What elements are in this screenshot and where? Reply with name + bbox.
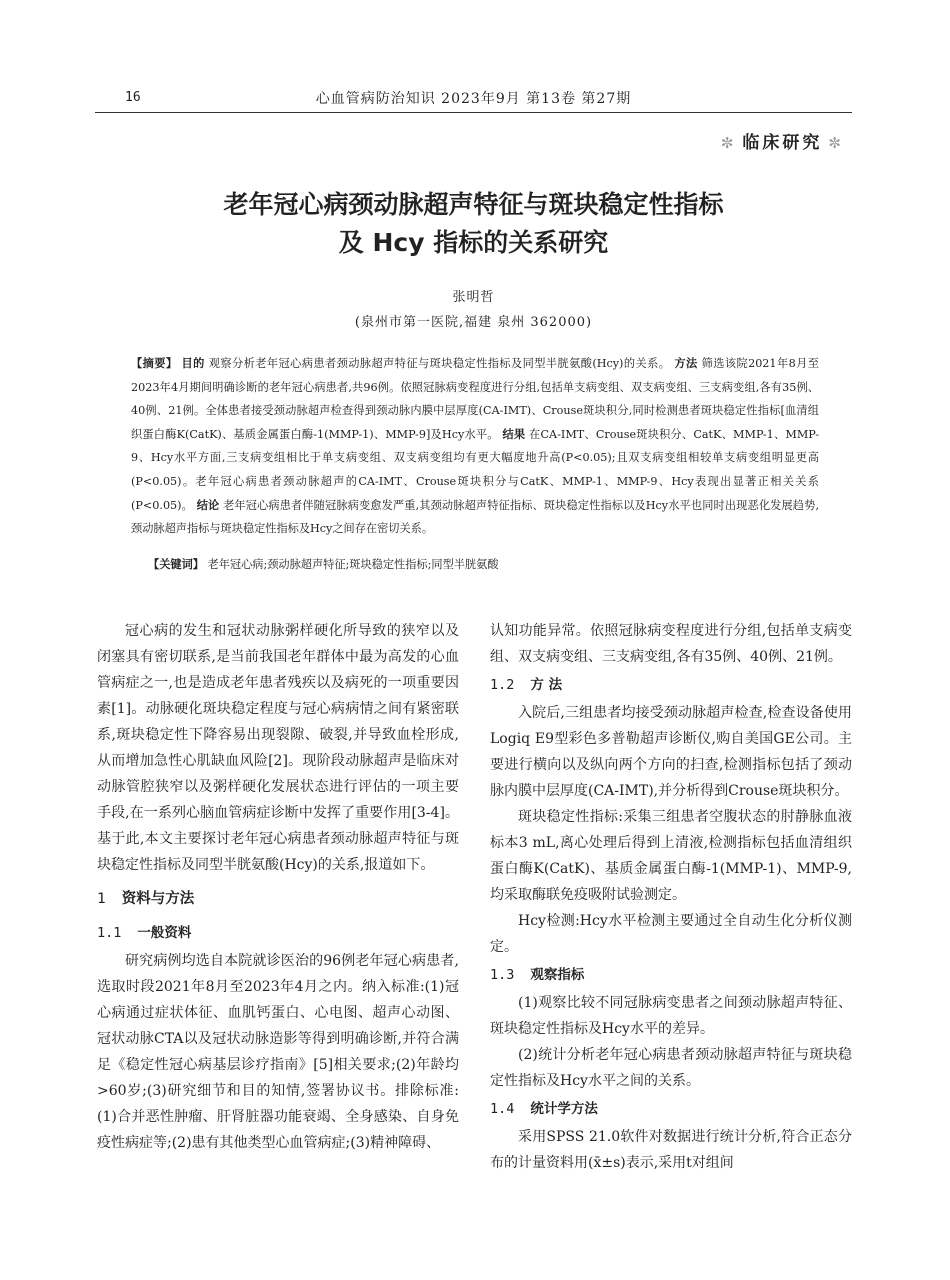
method-label: 方法 <box>674 357 698 370</box>
paragraph: (1)观察比较不同冠脉病变患者之间颈动脉超声特征、斑块稳定性指标及Hcy水平的差异。 <box>490 995 852 1037</box>
aim-label: 目的 <box>181 357 205 370</box>
paragraph: 采用SPSS 21.0软件对数据进行统计分析,符合正态分布的计量资料用(x̄±s)表示,采用t对组间 <box>490 1129 852 1171</box>
subsection-heading: 1.1 一般资料 <box>97 925 192 941</box>
section-heading: 1 资料与方法 <box>97 891 195 907</box>
title-line-2: 及 Hcy 指标的关系研究 <box>338 228 609 257</box>
paragraph: 认知功能异常。依照冠脉病变程度进行分组,包括单支病变组、双支病变组、三支病变组,各有35例、40例、21例。 <box>490 623 852 665</box>
result-text: 在CA-IMT、Crouse斑块积分、CatK、MMP-1、MMP-9、Hcy水平方面,三支病变组相比于单支病变组、双支病变组均有更大幅度地升高(P<0.05);且双支病变组相较单支病变组明显更高(P<0.05)。老年冠心病患者颈动脉超声的CA-IMT、Crouse斑块积分与CatK、MMP-1、MMP-9、Hcy表现出显著正相关关系(P<0.05)。 <box>131 427 819 512</box>
method-text: 筛选该院2021年8月至2023年4月期间明确诊断的老年冠心病患者,共96例。依照冠脉病变程度进行分组,包括单支病变组、双支病变组、三支病变组,各有35例、40例、21例。全体患者接受颈动脉超声检查得到颈动脉内膜中层厚度(CA-IMT)、Crouse斑块积分,同时检测患者斑块稳定性指标[血清组织蛋白酶K(CatK)、基质金属蛋白酶-1(MMP-1)、MMP-9]及Hcy水平。 <box>131 357 819 441</box>
paragraph: Hcy检测:Hcy水平检测主要通过全自动生化分析仪测定。 <box>490 913 852 955</box>
paragraph: (2)统计分析老年冠心病患者颈动脉超声特征与斑块稳定性指标及Hcy水平之间的关系。 <box>490 1047 852 1089</box>
title-line-1: 老年冠心病颈动脉超声特征与斑块稳定性指标 <box>223 190 724 219</box>
page-header <box>95 86 852 113</box>
subsection-heading: 1.4 统计学方法 <box>490 1101 598 1117</box>
abstract <box>131 352 819 541</box>
article-title <box>95 186 852 262</box>
subsection-heading: 1.2 方 法 <box>490 677 563 693</box>
flower-icon: ✼ <box>828 134 844 152</box>
section-tag-label: 临床研究 <box>742 133 823 153</box>
keywords <box>148 556 818 572</box>
abstract-label: 【摘要】 <box>131 357 178 370</box>
left-column <box>97 618 459 1156</box>
keywords-text: 老年冠心病;颈动脉超声特征;斑块稳定性指标;同型半胱氨酸 <box>207 558 499 571</box>
conclusion-text: 老年冠心病患者伴随冠脉病变愈发严重,其颈动脉超声特征指标、斑块稳定性指标以及Hcy水平也同时出现恶化发展趋势,颈动脉超声指标与斑块稳定性指标及Hcy之间存在密切关系。 <box>131 498 819 536</box>
conclusion-label: 结论 <box>196 498 220 512</box>
affiliation: (泉州市第一医院,福建 泉州 362000) <box>354 315 593 330</box>
paragraph: 入院后,三组患者均接受颈动脉超声检查,检查设备使用Logiq E9型彩色多普勒超声诊断仪,购自美国GE公司。主要进行横向以及纵向两个方向的扫查,检测指标包括了颈动脉内膜中层厚度(CA-IMT),并分析得到Crouse斑块积分。 <box>490 705 852 799</box>
flower-icon: ✼ <box>720 134 737 152</box>
page-number: 16 <box>125 90 141 105</box>
result-label: 结果 <box>502 427 526 441</box>
journal-info: 心血管病防治知识 2023年9月 第13卷 第27期 <box>315 91 632 107</box>
intro-paragraph: 冠心病的发生和冠状动脉粥样硬化所导致的狭窄以及闭塞具有密切联系,是当前我国老年群体中最为高发的心血管病症之一,也是造成老年患者残疾以及病死的一项重要因素[1]。动脉硬化斑块稳定程度与冠心病病情之间有紧密联系,斑块稳定性下降容易出现裂隙、破裂,并导致血栓形成,从而增加急性心肌缺血风险[2]。现阶段动脉超声是临床对动脉管腔狭窄以及粥样硬化发展状态进行评估的一项主要手段,在一系列心脑血管病症诊断中发挥了重要作用[3-4]。基于此,本文主要探讨老年冠心病患者颈动脉超声特征与斑块稳定性指标及同型半胱氨酸(Hcy)的关系,报道如下。 <box>97 623 459 873</box>
right-column <box>490 618 852 1176</box>
subsection-heading: 1.3 观察指标 <box>490 967 585 983</box>
keywords-label: 【关键词】 <box>148 558 204 571</box>
paragraph: 研究病例均选自本院就诊医治的96例老年冠心病患者,选取时段2021年8月至2023年4月之内。纳入标准:(1)冠心病通过症状体征、血肌钙蛋白、心电图、超声心动图、冠状动脉CTA以及冠状动脉造影等得到明确诊断,并符合满足《稳定性冠心病基层诊疗指南》[5]相关要求;(2)年龄均>60岁;(3)研究细节和目的知情,签署协议书。排除标准:(1)合并恶性肿瘤、肝肾脏器功能衰竭、全身感染、自身免疫性病症等;(2)患有其他类型心血管病症;(3)精神障碍、 <box>97 953 459 1151</box>
paragraph: 斑块稳定性指标:采集三组患者空腹状态的肘静脉血液标本3 mL,离心处理后得到上清液,检测指标包括血清组织蛋白酶K(CatK)、基质金属蛋白酶-1(MMP-1)、MMP-9,均采取酶联免疫吸附试验测定。 <box>490 809 852 903</box>
author: 张明哲 <box>452 290 495 305</box>
section-tag <box>715 128 850 153</box>
aim-text: 观察分析老年冠心病患者颈动脉超声特征与斑块稳定性指标及同型半胱氨酸(Hcy)的关系。 <box>208 357 671 370</box>
